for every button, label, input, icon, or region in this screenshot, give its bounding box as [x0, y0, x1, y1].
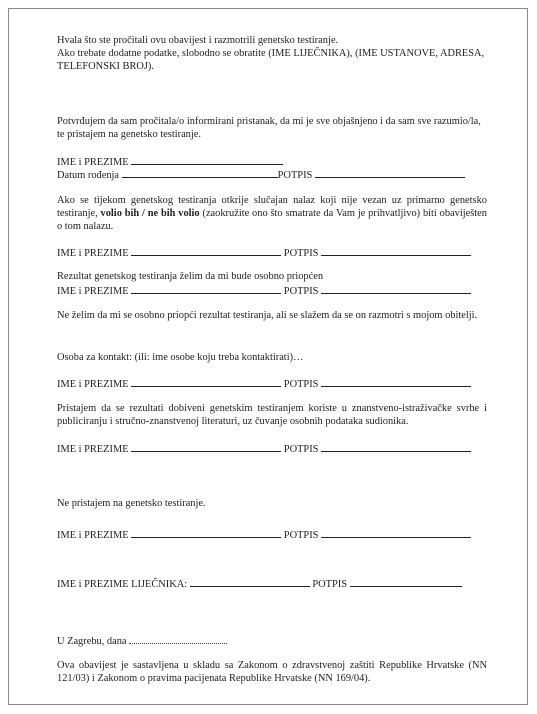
name-field[interactable] [131, 442, 281, 452]
sign-label: POTPIS [312, 579, 348, 590]
sign-field[interactable] [321, 284, 471, 294]
name-label: IME i PREZIME [57, 157, 129, 168]
personal-result-section [57, 271, 487, 284]
not-personal-section [57, 310, 487, 323]
contact-text: Osoba za kontakt: (ili: ime osobe koju treba kontaktirati)… [57, 352, 304, 363]
sign-label: POTPIS [277, 170, 313, 181]
incidental-text-before: Ako se tijekom genetskog testiranja otkrije slučajan nalaz koji nije vezan uz primarno genetsko testiranje, [57, 195, 487, 219]
date-field[interactable] [129, 634, 227, 644]
personal-result-text: Rezultat genetskog testiranja želim da mi bude osobno priopćen [57, 271, 324, 282]
sign-label: POTPIS [283, 444, 319, 455]
sign-field[interactable] [321, 377, 471, 387]
name-label: IME i PREZIME [57, 530, 129, 541]
sign-label: POTPIS [283, 379, 319, 390]
doctor-name-field[interactable] [190, 577, 310, 587]
research-section [57, 403, 487, 429]
sign-field[interactable] [315, 168, 465, 178]
place-date-row [57, 634, 487, 649]
name-field[interactable] [131, 377, 281, 387]
name-label: IME i PREZIME [57, 248, 129, 259]
intro-section [57, 35, 487, 73]
date-label: Datum rođenja [57, 170, 120, 181]
date-field[interactable] [122, 168, 278, 178]
incidental-choice[interactable]: volio bih / ne bih volio [100, 207, 200, 219]
refuse-text: Ne pristajem na genetsko testiranje. [57, 498, 206, 509]
name-label: IME i PREZIME [57, 286, 129, 297]
incidental-text-after: (zaokružite ono što smatrate da Vam je prihvatljivo) biti obaviješten o tom nalazu. [57, 207, 487, 232]
contact-sign-row [57, 377, 487, 392]
not-personal-text: Ne želim da mi se osobno priopći rezultat testiranja, ali se slažem da se on razmotri s mojom obitelji. [57, 310, 478, 321]
contact-section [57, 352, 487, 365]
sign-label: POTPIS [283, 530, 319, 541]
intro-contact: Ako trebate dodatne podatke, slobodno se obratite (IME LIJEČNIKA), (IME USTANOVE, ADRESA, TELEFONSKI BROJ). [57, 47, 485, 72]
sign-field[interactable] [321, 528, 471, 538]
consent-form-page [8, 8, 528, 705]
confirm-section [57, 116, 487, 142]
research-sign-row [57, 442, 487, 457]
intro-thanks: Hvala što ste pročitali ovu obavijest i razmotrili genetsko testiranje. [57, 35, 339, 46]
sign-label: POTPIS [283, 286, 319, 297]
sign-field[interactable] [321, 246, 471, 256]
place-date-label: U Zagrebu, dana [57, 636, 127, 647]
incidental-sign-row [57, 246, 487, 261]
legal-note-section [57, 660, 487, 686]
research-text: Pristajem da se rezultati dobiveni genetskim testiranjem koriste u znanstveno-istraživačke svrhe i publiciranju i stručno-znanstvenoj literaturi, uz čuvanje osobnih podataka sudionika. [57, 403, 487, 427]
doctor-sign-row [57, 577, 487, 592]
name-label: IME i PREZIME [57, 379, 129, 390]
confirm-date-row [57, 168, 487, 183]
doctor-name-label: IME i PREZIME LIJEČNIKA: [57, 579, 188, 590]
name-label: IME i PREZIME [57, 444, 129, 455]
sign-label: POTPIS [283, 248, 319, 259]
refuse-section [57, 498, 487, 511]
refuse-sign-row [57, 528, 487, 543]
confirm-text: Potvrđujem da sam pročitala/o informirani pristanak, da mi je sve objašnjeno i da sam sve razumio/la, te pristajem na genetsko testiranje. [57, 116, 481, 140]
name-field[interactable] [131, 284, 281, 294]
name-field[interactable] [131, 155, 283, 165]
personal-result-sign-row [57, 284, 487, 299]
legal-note: Ova obavijest je sastavljena u skladu sa Zakonom o zdravstvenoj zaštiti Republike Hrvatske (NN 121/03) i Zakonom o pravima pacijenata Republike Hrvatske (NN 169/04). [57, 660, 487, 684]
incidental-section [57, 195, 487, 233]
name-field[interactable] [131, 246, 281, 256]
doctor-sign-field[interactable] [350, 577, 462, 587]
name-field[interactable] [131, 528, 281, 538]
sign-field[interactable] [321, 442, 471, 452]
